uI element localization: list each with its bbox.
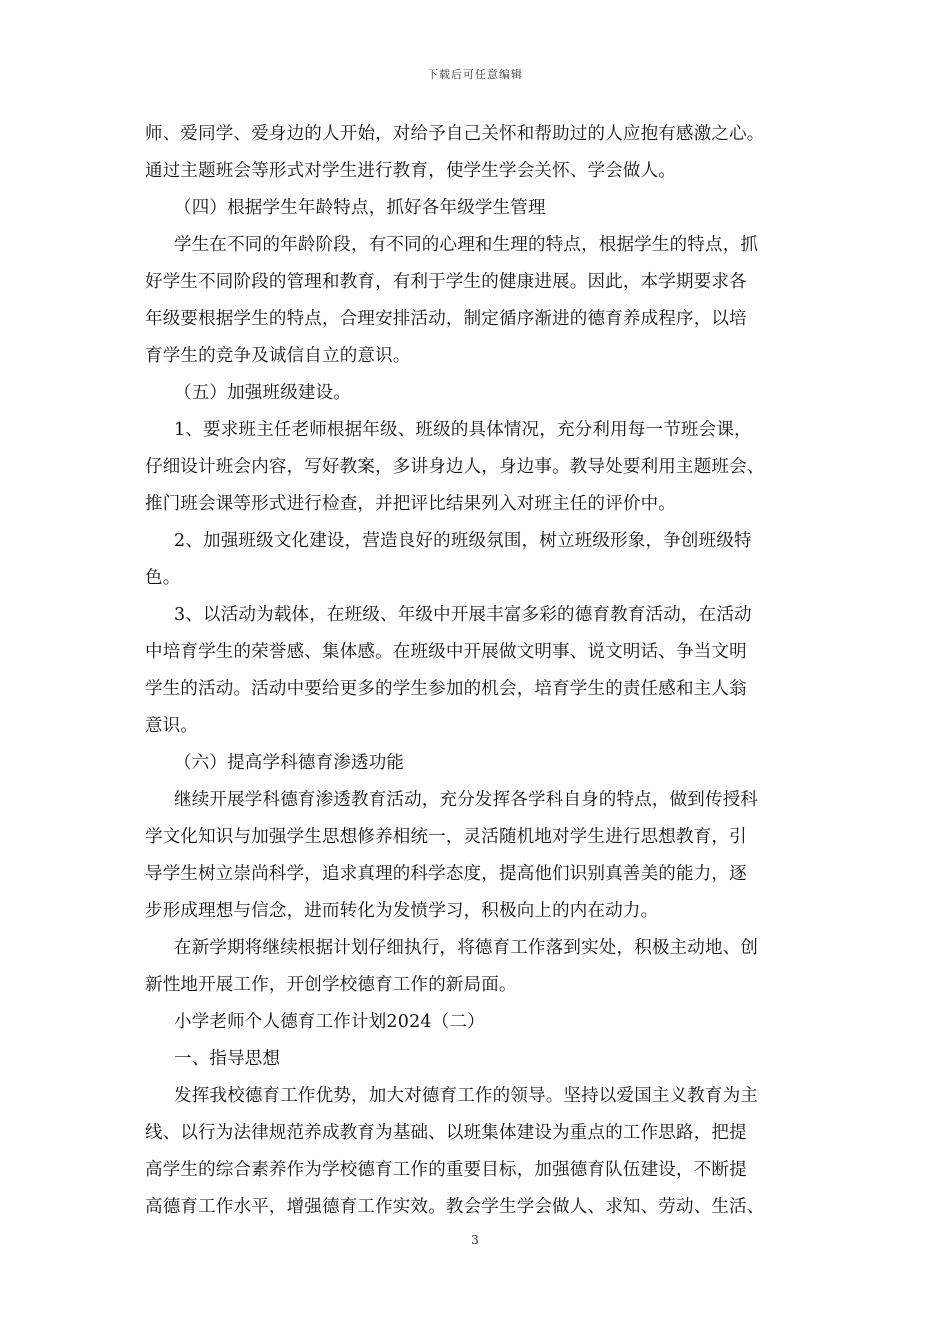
text-line: 新性地开展工作，开创学校德育工作的新局面。 (145, 975, 517, 995)
text-line: 仔细设计班会内容，写好教案，多讲身边人，身边事。教导处要利用主题班会、 (145, 457, 765, 477)
section-heading: （六）提高学科德育渗透功能 (174, 753, 405, 773)
page-number: 3 (471, 1233, 479, 1247)
text-line: 推门班会课等形式进行检查，并把评比结果列入对班主任的评价中。 (145, 494, 676, 514)
text-line: 发挥我校德育工作优势，加大对德育工作的领导。坚持以爱国主义教育为主 (174, 1086, 759, 1106)
text-line: 学文化知识与加强学生思想修养相统一，灵活随机地对学生进行思想教育，引 (145, 827, 747, 847)
text-line: 在新学期将继续根据计划仔细执行，将德育工作落到实处，积极主动地、创 (174, 938, 759, 958)
text-line: 中培育学生的荣誉感、集体感。在班级中开展做文明事、说文明话、争当文明 (145, 642, 747, 662)
text-line: 好学生不同阶段的管理和教育，有利于学生的健康进展。因此，本学期要求各 (145, 272, 747, 292)
text-line: 继续开展学科德育渗透教育活动，充分发挥各学科自身的特点，做到传授科 (174, 790, 759, 810)
text-line: 3、以活动为载体，在班级、年级中开展丰富多彩的德育教育活动，在活动 (174, 605, 752, 625)
text-line: 学生的活动。活动中要给更多的学生参加的机会，培育学生的责任感和主人翁 (145, 679, 747, 699)
text-line: 意识。 (145, 716, 199, 736)
text-line: 年级要根据学生的特点，合理安排活动，制定循序渐进的德育养成程序，以培 (145, 309, 747, 329)
text-line: 学生在不同的年龄阶段，有不同的心理和生理的特点，根据学生的特点，抓 (174, 235, 759, 255)
text-line: 步形成理想与信念，进而转化为发愤学习，积极向上的内在动力。 (145, 901, 659, 921)
text-line: 高学生的综合素养作为学校德育工作的重要目标，加强德育队伍建设，不断提 (145, 1160, 747, 1180)
text-line: 师、爱同学、爱身边的人开始，对给予自己关怀和帮助过的人应抱有感激之心。 (145, 124, 765, 144)
document-body (145, 116, 805, 1226)
section-heading: （五）加强班级建设。 (174, 383, 351, 403)
page-header: 下载后可任意编辑 (427, 68, 523, 81)
text-line: 2、加强班级文化建设，营造良好的班级氛围，树立班级形象，争创班级特 (174, 531, 752, 551)
text-line: 高德育工作水平，增强德育工作实效。教会学生学会做人、求知、劳动、生活、 (145, 1197, 765, 1217)
text-line: 1、要求班主任老师根据年级、班级的具体情况，充分利用每一节班会课， (174, 420, 752, 440)
text-line: 育学生的竞争及诚信自立的意识。 (145, 346, 411, 366)
text-line: 通过主题班会等形式对学生进行教育，使学生学会关怀、学会做人。 (145, 161, 676, 181)
document-subtitle: 小学老师个人德育工作计划2024（二） (174, 1012, 485, 1032)
text-line: 导学生树立崇尚科学，追求真理的科学态度，提高他们识别真善美的能力，逐 (145, 864, 747, 884)
section-heading: （四）根据学生年龄特点，抓好各年级学生管理 (174, 198, 546, 218)
section-heading: 一、指导思想 (174, 1049, 281, 1069)
text-line: 色。 (145, 568, 181, 588)
text-line: 线、以行为法律规范养成教育为基础、以班集体建设为重点的工作思路，把提 (145, 1123, 747, 1143)
